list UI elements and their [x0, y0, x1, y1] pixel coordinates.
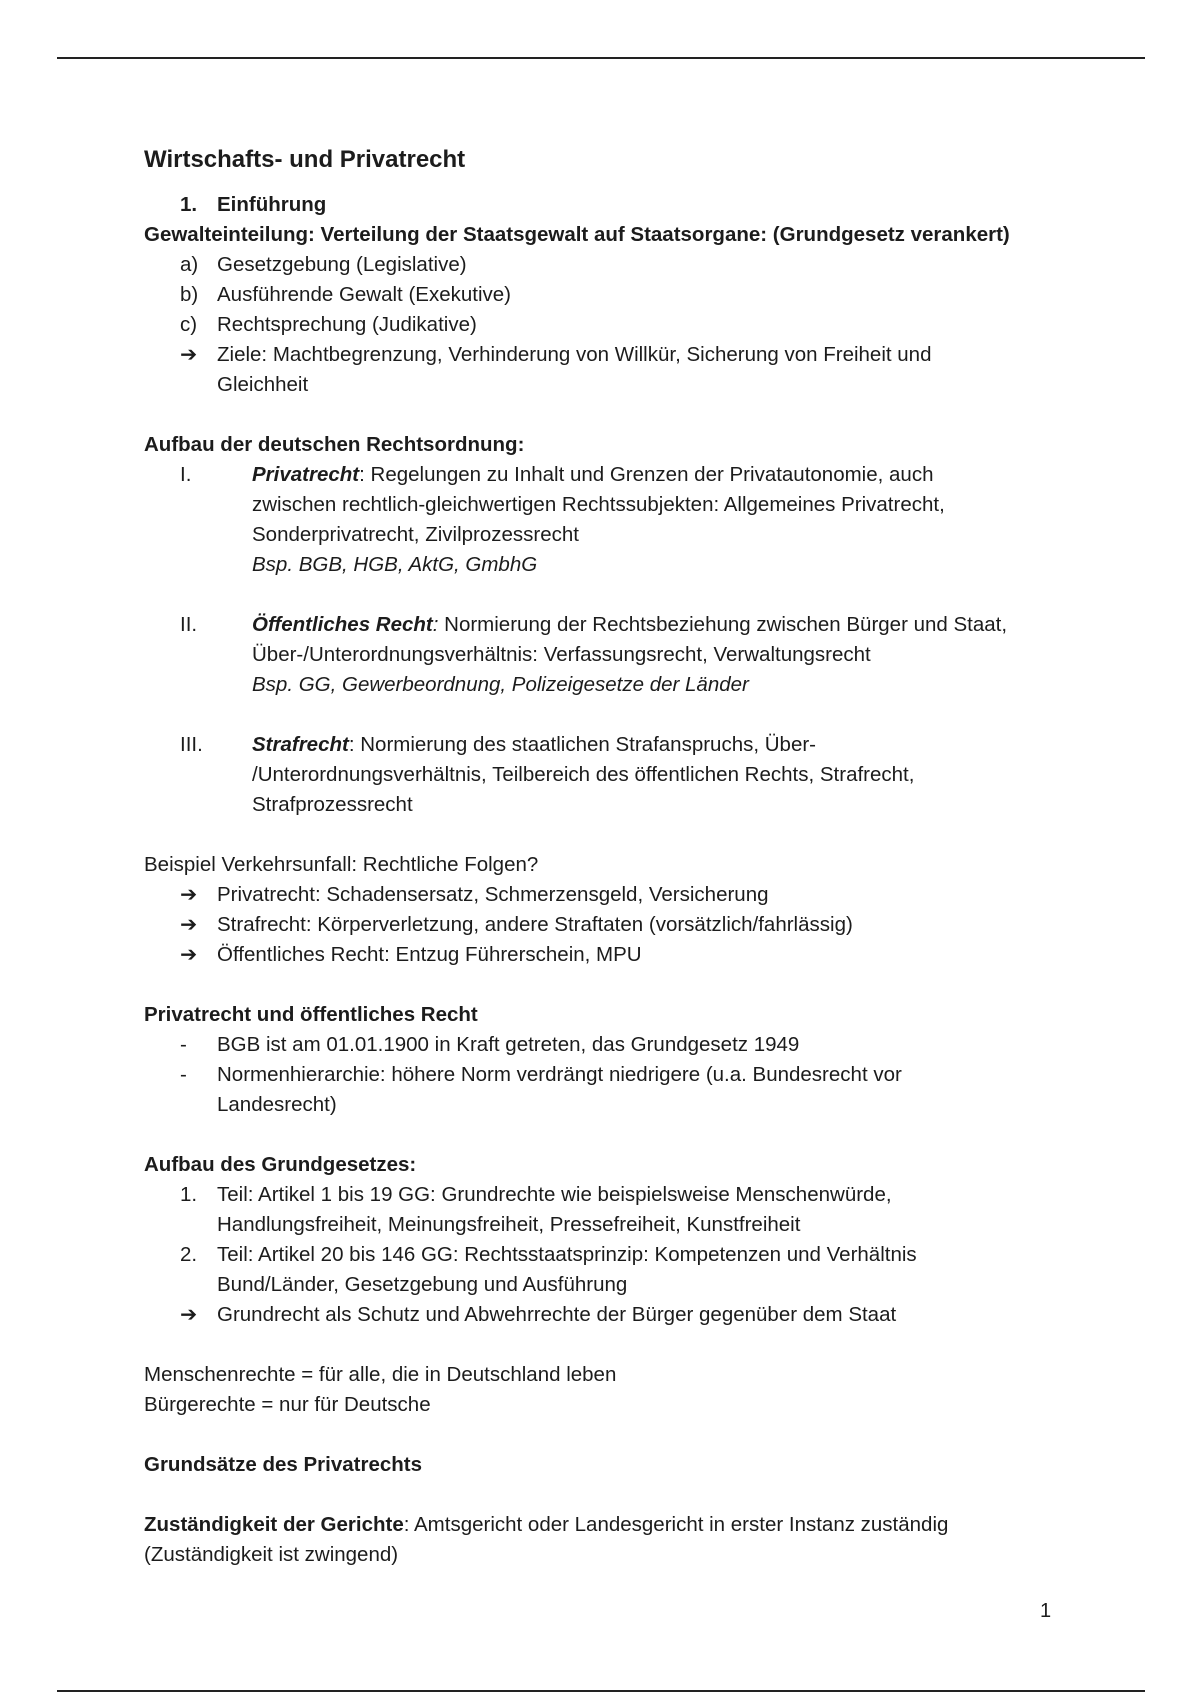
arrow-text: Strafrecht: Körperverletzung, andere Straftaten (vorsätzlich/fahrlässig) [217, 913, 853, 936]
rechtsgebiet-item [144, 610, 1084, 700]
arrow-right-icon: ➔ [180, 883, 198, 906]
line: Teil: Artikel 1 bis 19 GG: Grundrechte wie beispielsweise Menschenwürde, [217, 1183, 892, 1206]
roman-marker: I. [180, 463, 192, 486]
list-marker: b) [180, 283, 199, 306]
arrow-text: Grundrecht als Schutz und Abwehrrechte der Bürger gegenüber dem Staat [217, 1303, 897, 1326]
line: : Amtsgericht oder Landesgericht in erster Instanz zuständig [403, 1513, 949, 1536]
example: Bsp. BGB, HGB, AktG, GmbhG [252, 553, 538, 576]
arrow-text: Privatrecht: Schadensersatz, Schmerzensgeld, Versicherung [217, 883, 769, 906]
rechtsgebiet-item [144, 730, 1084, 820]
list-marker: a) [180, 253, 199, 276]
arrow-item [144, 1300, 1084, 1330]
grundsaetze-heading: Grundsätze des Privatrechts [144, 1453, 422, 1476]
arrow-text-line: Ziele: Machtbegrenzung, Verhinderung von Willkür, Sicherung von Freiheit und [217, 343, 932, 366]
line: Über-/Unterordnungsverhältnis: Verfassungsrecht, Verwaltungsrecht [252, 643, 871, 666]
arrow-item [144, 940, 1084, 970]
buergerrechte-line: Bürgerechte = nur für Deutsche [144, 1393, 431, 1416]
list-marker: c) [180, 313, 198, 336]
term: Strafrecht [252, 733, 349, 756]
dash-marker: - [180, 1033, 187, 1056]
list-text: Ausführende Gewalt (Exekutive) [217, 283, 511, 306]
arrow-text: Öffentliches Recht: Entzug Führerschein, MPU [217, 943, 642, 966]
beispiel-heading: Beispiel Verkehrsunfall: Rechtliche Folgen? [144, 853, 539, 876]
term: Zuständigkeit der Gerichte [144, 1513, 404, 1536]
term: Öffentliches Recht [252, 613, 433, 636]
line: Normierung des staatlichen Strafanspruchs, Über- [354, 733, 817, 756]
list-item [144, 250, 1084, 280]
line: Sonderprivatrecht, Zivilprozessrecht [252, 523, 579, 546]
arrow-right-icon: ➔ [180, 1303, 198, 1326]
arrow-right-icon: ➔ [180, 943, 198, 966]
dash-text: BGB ist am 01.01.1900 in Kraft getreten, das Grundgesetz 1949 [217, 1033, 800, 1056]
dash-item [144, 1060, 1084, 1120]
section-heading [144, 190, 1084, 220]
section-title: Einführung [217, 193, 327, 216]
arrow-right-icon: ➔ [180, 913, 198, 936]
document-page [144, 142, 1084, 1570]
document-title: Wirtschafts- und Privatrecht [144, 146, 466, 173]
separator: : [348, 733, 355, 756]
gg-heading: Aufbau des Grundgesetzes: [144, 1153, 417, 1176]
zustaendigkeit-paragraph [144, 1510, 1084, 1570]
line: Bund/Länder, Gesetzgebung und Ausführung [217, 1273, 628, 1296]
arrow-item [144, 910, 1084, 940]
header-rule [57, 57, 1145, 59]
line: /Unterordnungsverhältnis, Teilbereich des öffentlichen Rechts, Strafrecht, [252, 763, 915, 786]
numbered-item [144, 1240, 1084, 1300]
line: (Zuständigkeit ist zwingend) [144, 1543, 399, 1566]
menschenrechte-line: Menschenrechte = für alle, die in Deutschland leben [144, 1363, 617, 1386]
separator: : [359, 463, 365, 486]
separator: : [432, 613, 439, 636]
section-number: 1. [180, 193, 198, 216]
term: Privatrecht [252, 463, 360, 486]
footer-rule [57, 1690, 1145, 1692]
arrow-text [217, 340, 1084, 400]
line: Strafprozessrecht [252, 793, 413, 816]
aufbau-heading: Aufbau der deutschen Rechtsordnung: [144, 433, 525, 456]
dash-item [144, 1030, 1084, 1060]
list-item [144, 280, 1084, 310]
list-text: Rechtsprechung (Judikative) [217, 313, 477, 336]
line: Normierung der Rechtsbeziehung zwischen Bürger und Staat, [438, 613, 1008, 636]
list-text: Gesetzgebung (Legislative) [217, 253, 467, 276]
gewalt-heading: Gewalteinteilung: Verteilung der Staatsgewalt auf Staatsorgane: (Grundgesetz verankert) [144, 223, 1010, 246]
example: Bsp. GG, Gewerbeordnung, Polizeigesetze der Länder [252, 673, 749, 696]
privoeff-heading: Privatrecht und öffentliches Recht [144, 1003, 478, 1026]
numbered-item [144, 1180, 1084, 1240]
rechtsgebiet-item [144, 460, 1084, 580]
line: Regelungen zu Inhalt und Grenzen der Privatautonomie, auch [364, 463, 934, 486]
roman-marker: III. [180, 733, 203, 756]
arrow-item [144, 880, 1084, 910]
dash-text: Normenhierarchie: höhere Norm verdrängt niedrigere (u.a. Bundesrecht vor [217, 1063, 902, 1086]
arrow-right-icon: ➔ [180, 343, 198, 366]
page-number: 1 [1040, 1600, 1052, 1622]
arrow-item [144, 340, 1084, 400]
line: Handlungsfreiheit, Meinungsfreiheit, Pressefreiheit, Kunstfreiheit [217, 1213, 801, 1236]
dash-marker: - [180, 1063, 187, 1086]
arrow-text-line: Gleichheit [217, 373, 309, 396]
number-marker: 2. [180, 1243, 198, 1266]
dash-text: Landesrecht) [217, 1093, 337, 1116]
roman-marker: II. [180, 613, 198, 636]
line: zwischen rechtlich-gleichwertigen Rechtssubjekten: Allgemeines Privatrecht, [252, 493, 945, 516]
line: Teil: Artikel 20 bis 146 GG: Rechtsstaatsprinzip: Kompetenzen und Verhältnis [217, 1243, 917, 1266]
list-item [144, 310, 1084, 340]
number-marker: 1. [180, 1183, 198, 1206]
